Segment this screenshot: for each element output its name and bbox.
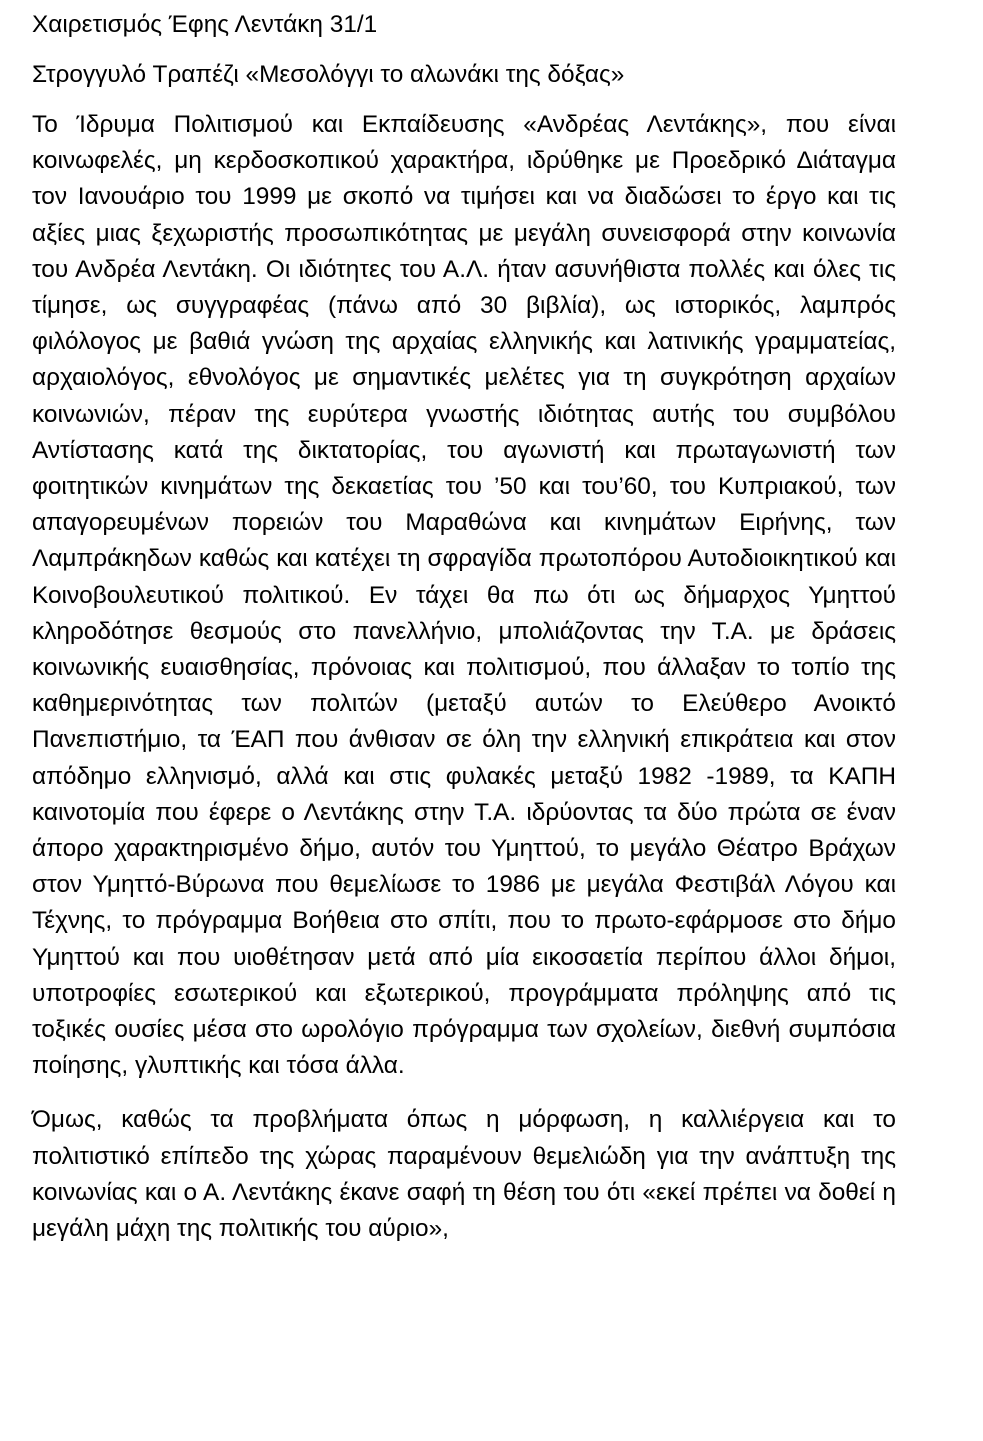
- paragraph-2: Όμως, καθώς τα προβλήματα όπως η μόρφωση, η καλλιέργεια και το πολιτιστικό επίπεδο της χώρας παραμένουν θεμελιώδη για την ανάπτυξη της κοινωνίας και ο Α. Λεντάκης έκανε σαφή τη θέση του ότι «εκεί πρέπει να δοθεί η μεγάλη μάχη της πολιτικής του αύριο»,: [32, 1106, 896, 1243]
- paragraph-1: Το Ίδρυμα Πολιτισμού και Εκπαίδευσης «Ανδρέας Λεντάκης», που είναι κοινωφελές, μη κερδοσκοπικού χαρακτήρα, ιδρύθηκε με Προεδρικό Διάταγμα τον Ιανουάριο του 1999 με σκοπό να τιμήσει και να διαδώσει το έργο και τις αξίες μιας ξεχωριστής προσωπικότητας με μεγάλη συνεισφορά στην κοινωνία του Ανδρέα Λεντάκη. Οι ιδιότητες του Α.Λ. ήταν ασυνήθιστα πολλές και όλες τις τίμησε, ως συγγραφέας (πάνω από 30 βιβλία), ως ιστορικός, λαμπρός φιλόλογος με βαθιά γνώση της αρχαίας ελληνικής και λατινικής γραμματείας, αρχαιολόγος, εθνολόγος με σημαντικές μελέτες για τη συγκρότηση αρχαίων κοινωνιών, πέραν της ευρύτερα γνωστής ιδιότητας αυτής του συμβόλου Αντίστασης κατά της δικτατορίας, του αγωνιστή και πρωταγωνιστή των φοιτητικών κινημάτων της δεκαετίας του ’50 και του’60, του Κυπριακού, των απαγορευμένων πορειών του Μαραθώνα και κινημάτων Ειρήνης, των Λαμπράκηδων καθώς και κατέχει τη σφραγίδα πρωτοπόρου Αυτοδιοικητικού και Κοινοβουλευτικού πολιτικού. Εν τάχει θα πω ότι ως δήμαρχος Υμηττού κληροδότησε θεσμούς στο πανελλήνιο, μπολιάζοντας την Τ.Α. με δράσεις κοινωνικής ευαισθησίας, πρόνοιας και πολιτισμού, που άλλαξαν το τοπίο της καθημερινότητας των πολιτών (μεταξύ αυτών το Ελεύθερο Ανοικτό Πανεπιστήμιο, τα ΈΑΠ που άνθισαν σε όλη την ελληνική επικράτεια και στον απόδημο ελληνισμό, αλλά και στις φυλακές μεταξύ 1982 -1989, τα ΚΑΠΗ καινοτομία που έφερε ο Λεντάκης στην Τ.Α. ιδρύοντας τα δύο πρώτα σε έναν άπορο χαρακτηρισμένο δήμο, αυτόν του Υμηττού, το μεγάλο Θέατρο Βράχων στον Υμηττό-Βύρωνα που θεμελίωσε το 1986 με μεγάλα Φεστιβάλ Λόγου και Τέχνης, το πρόγραμμα Βοήθεια στο σπίτι, που το πρωτο-εφάρμοσε στο δήμο Υμηττού και που υιοθέτησαν μετά από μία εικοσαετία περίπου άλλοι δήμοι, υποτροφίες εσωτερικού και εξωτερικού, προγράμματα πρόληψης από τις τοξικές ουσίες μέσα στο ωρολόγιο πρόγραμμα των σχολείων, διεθνή συμπόσια ποίησης, γλυπτικής και τόσα άλλα.: [32, 111, 896, 1080]
- document-title: Χαιρετισμός Έφης Λεντάκη 31/1: [32, 11, 378, 38]
- document-subtitle: Στρογγυλό Τραπέζι «Μεσολόγγι το αλωνάκι της δόξας»: [32, 61, 625, 88]
- document-page: [32, 0, 896, 1247]
